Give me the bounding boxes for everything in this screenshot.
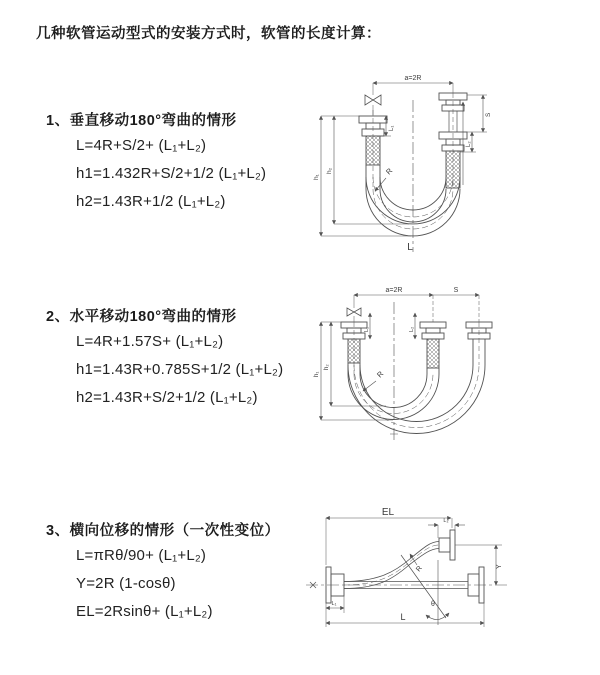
label-l1: L₁ xyxy=(364,327,370,332)
dimension-h2 xyxy=(331,322,386,406)
diagram-vertical-180-bend xyxy=(312,70,600,260)
section-3-formula-EL: EL=2Rsinθ+ (L₁+L₂) xyxy=(76,603,213,620)
dimension-l2 xyxy=(428,525,465,538)
section-1-formula-L: L=4R+S/2+ (L₁+L₂) xyxy=(76,137,207,154)
label-l2: L₂ xyxy=(443,518,449,524)
label-y: Y xyxy=(496,564,503,569)
page-title: 几种软管运动型式的安装方式时，软管的长度计算： xyxy=(36,26,381,42)
dimension-a2r xyxy=(373,83,453,93)
label-l1: L₁ xyxy=(389,125,395,131)
section-3-formula-L: L=πRθ/90+ (L₁+L₂) xyxy=(76,547,207,564)
label-r: R xyxy=(384,166,395,177)
label-s: S xyxy=(485,112,492,117)
dimension-y xyxy=(455,545,502,585)
right-flange-displaced xyxy=(439,530,455,560)
section-2-formula-h2: h2=1.43R+S/2+1/2 (L₁+L₂) xyxy=(76,389,258,406)
radius-leader xyxy=(363,381,376,391)
label-l: L xyxy=(407,242,413,253)
label-el: EL xyxy=(381,507,395,518)
label-h2: h₂ xyxy=(324,364,330,370)
dimension-h2 xyxy=(334,116,409,224)
section-3-heading: 3、横向位移的情形（一次性变位） xyxy=(46,523,280,539)
label-a2r: a=2R xyxy=(404,75,422,82)
middle-flange xyxy=(420,322,446,339)
section-3-formula-Y: Y=2R (1-cosθ) xyxy=(76,575,176,592)
label-l2: L₂ xyxy=(466,141,472,147)
diagram-horizontal-180-bend xyxy=(306,282,598,454)
section-2-formula-h1: h1=1.43R+0.785S+1/2 (L₁+L₂) xyxy=(76,361,284,378)
section-2-formula-L: L=4R+1.57S+ (L₁+L₂) xyxy=(76,333,224,350)
hose-braid-middle xyxy=(427,339,439,368)
label-theta: θ xyxy=(431,601,435,608)
section-1-heading: 1、垂直移动180°弯曲的情形 xyxy=(46,113,237,129)
angle-theta xyxy=(401,555,449,625)
label-l1: L₁ xyxy=(331,601,337,607)
dimension-s xyxy=(467,95,487,132)
section-1-formula-h1: h1=1.432R+S/2+1/2 (L₁+L₂) xyxy=(76,165,267,182)
label-r: R xyxy=(375,369,386,380)
label-h1: h₁ xyxy=(313,174,320,180)
label-r: R xyxy=(415,564,424,574)
label-h1: h₁ xyxy=(314,371,320,377)
hose-u-bend-displaced xyxy=(348,365,485,434)
dimension-a2r xyxy=(354,295,479,322)
section-1-formula-h2: h2=1.43R+1/2 (L₁+L₂) xyxy=(76,193,226,210)
diagram-lateral-displacement xyxy=(298,505,600,655)
label-l: L xyxy=(400,612,406,622)
label-a2r: a=2R xyxy=(385,287,403,294)
label-h2: h₂ xyxy=(326,167,333,174)
section-2-heading: 2、水平移动180°弯曲的情形 xyxy=(46,309,237,325)
label-s: S xyxy=(453,287,459,294)
valve-icon xyxy=(347,295,361,322)
label-l2: L₂ xyxy=(409,326,415,332)
